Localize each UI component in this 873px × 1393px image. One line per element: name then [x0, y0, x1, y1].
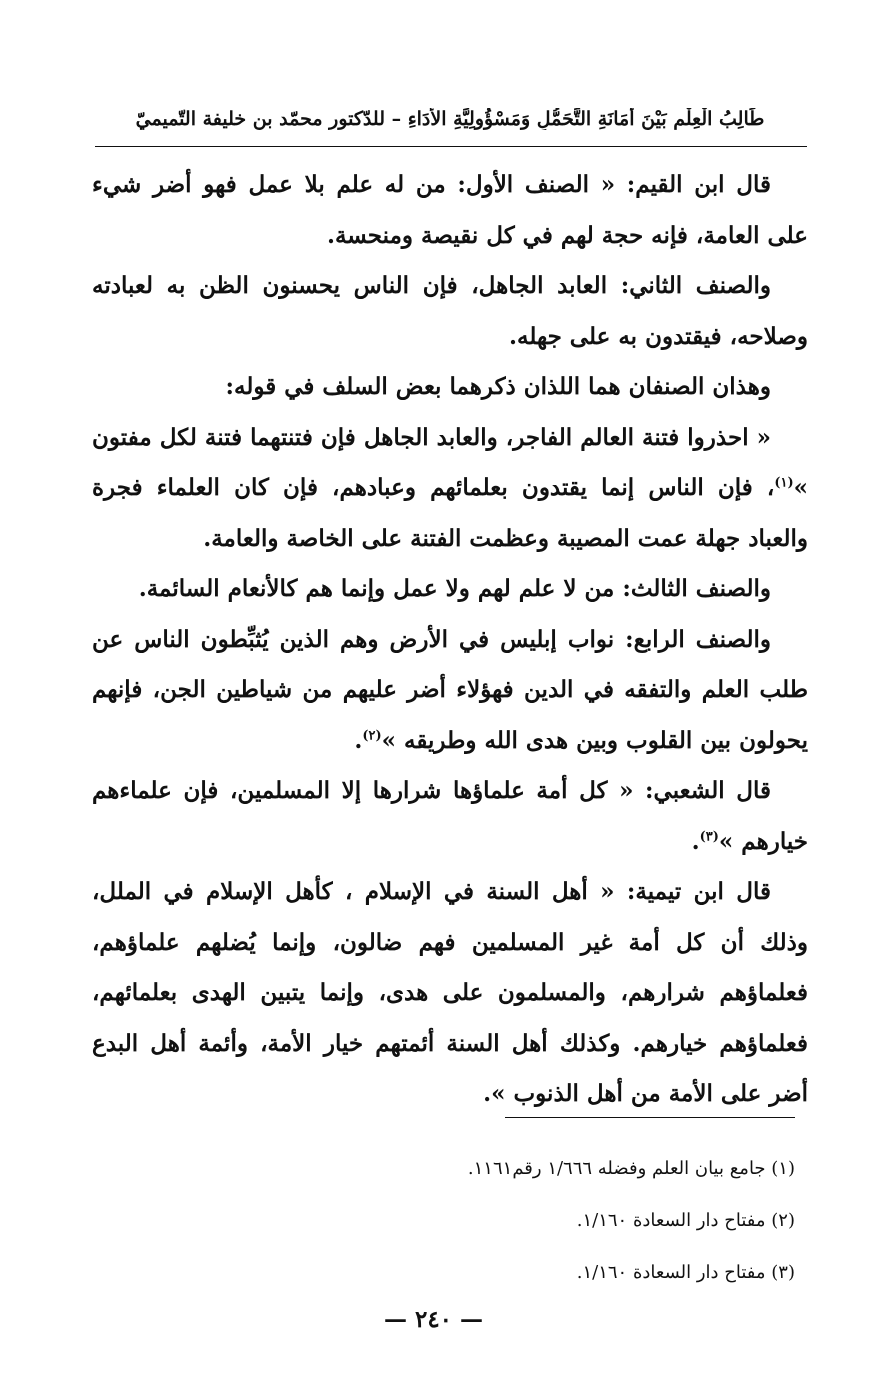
footnote-1: (١) جامع بيان العلم وفضله ١/٦٦٦ رقم١١٦١. — [467, 1158, 795, 1179]
paragraph-text: قال الشعبي: « كل أمة علماؤها شرارها إلا المسلمين، فإن علماءهم خيارهم » — [92, 777, 808, 855]
header-rule — [95, 146, 807, 147]
footnote-2: (٢) مفتاح دار السعادة ١/١٦٠. — [576, 1210, 795, 1231]
footnotes — [92, 1143, 795, 1299]
main-text — [92, 160, 808, 1120]
paragraph-text: والصنف الرابع: نواب إبليس في الأرض وهم الذين يُثبِّطون الناس عن طلب العلم والتفقه في الدين فهؤلاء أضر عليهم من شياطين الجن، فإنهم يحولون بين القلوب وبين هدى الله وطريقه » — [92, 625, 808, 754]
paragraph-shabi: قال الشعبي: « كل أمة علماؤها شرارها إلا المسلمين، فإن علماءهم خيارهم »$^{(٣)}$. — [92, 777, 808, 855]
page-number: — ٢٤٠ — — [383, 1306, 484, 1333]
quote-text: « احذروا فتنة العالم الفاجر، والعابد الجاهل فإن فتنتهما فتنة لكل مفتون » — [92, 423, 808, 501]
footnote-rule — [505, 1117, 795, 1118]
paragraph-text: والصنف الثاني: العابد الجاهل، فإن الناس يحسنون الظن به لعبادته وصلاحه، فيقتدون به على جهله. — [92, 272, 808, 350]
paragraph-text: والصنف الثالث: من لا علم لهم ولا عمل وإنما هم كالأنعام السائمة. — [138, 575, 771, 602]
paragraph-text: قال ابن تيمية: « أهل السنة في الإسلام ، كأهل الإسلام في الملل، وذلك أن كل أمة غير المسلمين فهم ضالون، وإنما يُضلهم علماؤهم، فعلماؤهم شرارهم، والمسلمون على هدى، وإنما يتبين الهدى بعلمائهم، فعلماؤهم خيارهم. وكذلك أهل السنة أئمتهم خيار الأمة، وأئمة أهل البدع أضر على الأمة من أهل الذنوب ». — [92, 878, 808, 1107]
paragraph-text: ، فإن الناس إنما يقتدون بعلمائهم وعبادهم، فإن كان العلماء فجرة والعباد جهلة عمت المصيبة وعظمت الفتنة على الخاصة والعامة. — [92, 474, 808, 552]
paragraph-text: قال ابن القيم: « الصنف الأول: من له علم بلا عمل فهو أضر شيء على العامة، فإنه حجة لهم في كل نقيصة ومنحسة. — [92, 171, 808, 249]
paragraph-third-type — [92, 564, 808, 615]
running-header: طَالِبُ الْعِلْمِ بَيْنَ أَمَانَةِ التَّحَمُّلِ وَمَسْؤُولِيَّةِ الأَدَاءِ – للدّكتور محمّد بن خليفة التّميميّ — [135, 108, 765, 130]
footnote-ref-3[interactable]: (٣) — [699, 828, 719, 844]
paragraph-fourth-type: والصنف الرابع: نواب إبليس في الأرض وهم الذين يُثبِّطون الناس عن طلب العلم والتفقه في الدين فهؤلاء أضر عليهم من شياطين الجن، فإنهم يحولون بين القلوب وبين هدى الله وطريقه »$^{(٢)}$. — [92, 625, 808, 754]
paragraph-two-types — [92, 362, 808, 413]
footnote-ref-1[interactable]: (١) — [774, 475, 794, 491]
paragraph-text: وهذان الصنفان هما اللذان ذكرهما بعض السلف في قوله: — [225, 373, 771, 400]
paragraph-second-type — [92, 261, 808, 362]
footnote-ref-2[interactable]: (٢) — [362, 727, 382, 743]
footnote-3: (٣) مفتاح دار السعادة ١/١٦٠. — [576, 1262, 795, 1283]
paragraph-ibn-taymiyyah — [92, 867, 808, 1120]
paragraph-first-type — [92, 160, 808, 261]
paragraph-salaf-quote — [92, 413, 808, 565]
